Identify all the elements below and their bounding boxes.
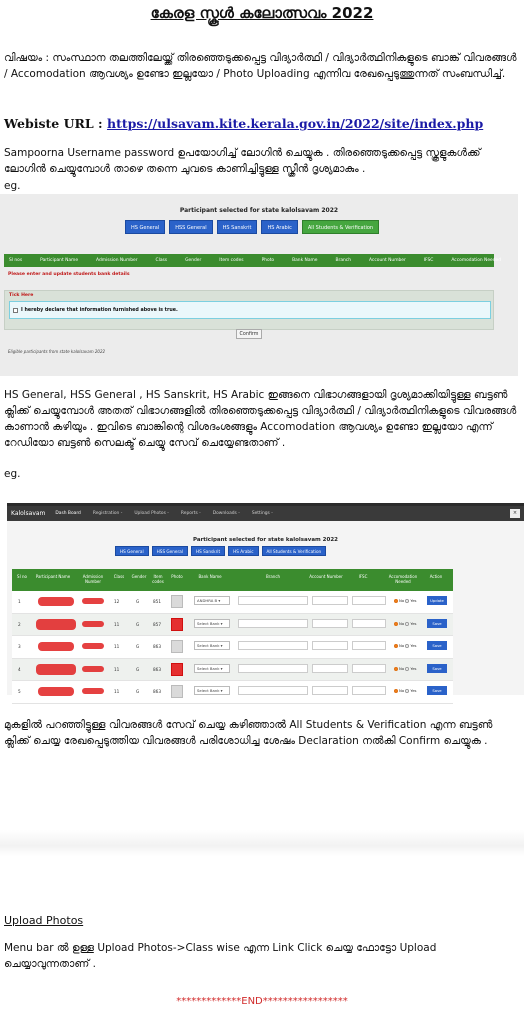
hs-arabic-button[interactable]: HS Arabic <box>228 546 258 556</box>
column-header: Class <box>155 258 168 263</box>
column-header: Participant Name <box>40 258 79 263</box>
declaration-checkbox[interactable] <box>13 308 18 313</box>
declaration-row <box>9 301 491 319</box>
branch-input[interactable] <box>238 664 308 673</box>
column-header: Action <box>429 574 443 579</box>
menu-registration[interactable]: Registration - <box>92 511 123 516</box>
close-icon[interactable]: × <box>510 509 520 518</box>
redacted-admission <box>82 666 104 672</box>
page-title: കേരള സ്കൂൾ കലോത്സവം 2022 <box>150 4 374 22</box>
column-header: Branch <box>265 574 281 579</box>
participants-table <box>12 569 453 704</box>
row-gender: G <box>136 689 140 694</box>
column-header: Accomodation Needed <box>451 258 502 263</box>
branch-input[interactable] <box>238 619 308 628</box>
all-students-verification-button[interactable]: All Students & Verification <box>302 220 379 234</box>
redacted-name <box>36 619 76 630</box>
section-divider <box>0 830 524 856</box>
redacted-name <box>36 664 76 675</box>
redacted-admission <box>82 688 104 694</box>
column-header: Photo <box>171 574 183 579</box>
column-header: Bank Name <box>292 258 318 263</box>
ifsc-input[interactable] <box>352 686 386 695</box>
column-header: Item codes <box>219 258 244 263</box>
branch-input[interactable] <box>238 641 308 650</box>
account-input[interactable] <box>312 619 348 628</box>
save-button[interactable]: Save <box>427 664 447 673</box>
redacted-name <box>38 642 74 651</box>
row-item: 857 <box>153 621 161 627</box>
category-button-row <box>115 546 326 556</box>
save-button[interactable]: Save <box>427 686 447 695</box>
hs-sanskrit-button[interactable]: HS Sanskrit <box>191 546 225 556</box>
row-item: 851 <box>153 599 161 604</box>
ifsc-input[interactable] <box>352 619 386 628</box>
screenshot-participant-selection <box>0 194 518 376</box>
row-class: 11 <box>114 666 120 672</box>
row-sl: 5 <box>18 689 21 694</box>
column-header: Photo <box>261 258 275 263</box>
column-header: Bank Name <box>198 574 222 579</box>
hs-general-button[interactable]: HS General <box>125 220 165 234</box>
column-header: Accomodation Needed <box>388 574 418 584</box>
bank-select[interactable]: Select Bank ▾ <box>194 641 230 650</box>
column-header: Participant Name <box>35 574 71 579</box>
column-header: Gender <box>185 258 202 263</box>
accommodation-radio[interactable]: No Yes <box>394 621 417 626</box>
bank-details-warning: Please enter and update students bank details <box>8 272 130 277</box>
bank-select[interactable]: Select Bank ▾ <box>194 664 230 673</box>
redacted-admission <box>82 598 104 604</box>
column-header: Admission Number <box>96 258 138 263</box>
row-sl: 4 <box>18 666 21 672</box>
update-button[interactable]: Update <box>427 596 447 605</box>
column-header: Class <box>113 574 125 579</box>
ifsc-input[interactable] <box>352 641 386 650</box>
screenshot-title: Participant selected for state kalolsavam 2022 <box>192 537 338 543</box>
bank-select[interactable]: Select Bank ▾ <box>194 686 230 695</box>
upload-photos-instructions: Menu bar ൽ ഉള്ള Upload Photos->Class wise എന്ന Link Click ചെയ്യ ഫോട്ടോ Upload ചെയ്യാവുന്നതാണ് . <box>4 942 437 970</box>
save-button[interactable]: Save <box>427 641 447 650</box>
column-header: IFSC <box>358 574 368 579</box>
row-gender: G <box>136 599 140 604</box>
ifsc-input[interactable] <box>352 596 386 605</box>
example-label: eg. <box>4 180 21 192</box>
table-row <box>12 659 453 682</box>
hs-arabic-button[interactable]: HS Arabic <box>261 220 297 234</box>
column-header: Account Number <box>369 258 406 263</box>
bank-select[interactable]: ANDHRA B ▾ <box>194 596 230 605</box>
ifsc-input[interactable] <box>352 664 386 673</box>
end-marker: *************END***************** <box>176 996 348 1007</box>
screenshot-bank-details-form <box>7 503 524 695</box>
table-header <box>12 569 453 591</box>
subject-paragraph: വിഷയം : സംസ്ഥാന തലത്തിലേയ്ക്ക് തിരഞ്ഞെടുക്കപ്പെട്ട വിദ്യാർത്ഥി / വിദ്യാർത്ഥിനികളുടെ ബാങ്ക് വിവരങ്ങൾ / Accomodation ആവശ്യം ഉണ്ടോ ഇല്ലയോ / Photo Uploading എന്നിവ രേഖപ്പെടുത്തുന്നത് സംബന്ധിച്ച്. <box>4 52 517 80</box>
row-sl: 2 <box>18 621 21 627</box>
branch-input[interactable] <box>238 596 308 605</box>
column-header: Item codes <box>152 574 164 584</box>
account-input[interactable] <box>312 664 348 673</box>
category-instructions: HS General, HSS General , HS Sanskrit, HS Arabic ഇങ്ങനെ വിഭാഗങ്ങളായി ദൃശ്യമാക്കിയിട്ടുള്ള ബട്ടൺ ക്ലിക്ക് ചെയ്യുമ്പോൾ അതത് വിഭാഗങ്ങളിൽ തിരഞ്ഞെടുക്കപ്പെട്ട വിദ്യാർത്ഥി / വിദ്യാർത്ഥിനികളുടെ വിവരങ്ങൾ കാണാൻ കഴിയും . ഇവിടെ ബാങ്കിന്റെ വിശദംശങ്ങളും Accomodation ആവശ്യം ഉണ്ടോ ഇല്ലയോ എന്ന് റേഡിയോ ബട്ടൺ സെലക്ട് ചെയ്യു സേവ് ചെയ്യേണ്ടതാണ് . <box>4 389 517 449</box>
photo-placeholder <box>171 685 183 698</box>
row-gender: G <box>136 666 140 672</box>
participant-table-header <box>4 254 502 267</box>
row-gender: G <box>136 644 140 649</box>
table-row <box>12 636 453 659</box>
screenshot-title: Participant selected for state kalolsavam 2022 <box>179 207 339 214</box>
table-row <box>12 591 453 614</box>
row-class: 11 <box>114 621 120 627</box>
menu-upload-photos[interactable]: Upload Photos - <box>134 511 169 516</box>
column-header: Sl no <box>17 574 27 579</box>
login-instructions: Sampoorna Username password ഉപയോഗിച്ച് ലോഗിൻ ചെയ്യുക . തിരഞ്ഞെടുക്കപ്പെട്ട സ്കൂളുകൾക്ക് ലോഗിൻ ചെയ്യുമ്പോൾ താഴെ തന്നെ ചുവടെ കാണിച്ചിട്ടുള്ള സ്ക്രീൻ ദൃശ്യമാകും . <box>4 147 481 175</box>
upload-photos-heading: Upload Photos <box>4 914 84 927</box>
website-url-line <box>4 116 483 131</box>
photo-redacted <box>171 618 183 631</box>
row-gender: G <box>136 621 140 627</box>
branch-input[interactable] <box>238 686 308 695</box>
menu-settings[interactable]: Settings - <box>251 511 273 516</box>
website-link[interactable]: https://ulsavam.kite.kerala.gov.in/2022/site/index.php <box>106 116 484 131</box>
confirm-button[interactable]: Confirm <box>236 329 262 339</box>
example-label: eg. <box>4 468 21 480</box>
photo-placeholder <box>171 595 183 608</box>
redacted-admission <box>82 621 104 627</box>
redacted-name <box>38 687 74 696</box>
row-class: 11 <box>114 689 120 694</box>
menu-reports[interactable]: Reports - <box>180 511 201 516</box>
menu-downloads[interactable]: Downloads - <box>212 511 240 516</box>
all-students-verification-button[interactable]: All Students & Verification <box>262 546 327 556</box>
website-label: Webiste URL : <box>4 116 103 131</box>
declaration-text: I hereby declare that information furnished above is true. <box>21 307 178 313</box>
column-header: Account Number <box>309 574 343 579</box>
table-row <box>12 681 453 704</box>
declaration-panel <box>4 290 494 330</box>
column-header: Branch <box>335 258 351 263</box>
category-button-row <box>125 220 379 234</box>
column-header: Gender <box>131 574 147 579</box>
hs-sanskrit-button[interactable]: HS Sanskrit <box>217 220 258 234</box>
tick-here-label: Tick Here <box>9 293 34 298</box>
menu-dashboard[interactable]: Dash Board <box>55 511 81 516</box>
eligible-caption: Eligible participants from state kalolsavam 2022 <box>8 349 106 354</box>
row-item: 863 <box>153 689 161 694</box>
bank-select[interactable]: Select Bank ▾ <box>194 619 230 628</box>
hss-general-button[interactable]: HSS General <box>169 220 212 234</box>
row-sl: 3 <box>18 644 21 649</box>
row-class: 12 <box>114 599 120 604</box>
account-input[interactable] <box>312 596 348 605</box>
accommodation-radio[interactable]: No Yes <box>394 666 417 671</box>
verification-instructions: മുകളിൽ പറഞ്ഞിട്ടുള്ള വിവരങ്ങൾ സേവ് ചെയ്യ കഴിഞ്ഞാൽ All Students & Verification എന്ന ബട്ടൺ ക്ലിക്ക് ചെയ്യ രേഖപ്പെടുത്തിയ വിവരങ്ങൾ പരിശോധിച്ച ശേഷം Declaration നൽകി Confirm ചെയ്യുക . <box>4 719 493 747</box>
accommodation-radio[interactable]: No Yes <box>394 643 417 648</box>
column-header: IFSC <box>423 258 434 263</box>
row-item: 863 <box>153 644 161 649</box>
table-row <box>12 614 453 637</box>
accommodation-radio[interactable]: No Yes <box>394 598 417 603</box>
row-sl: 1 <box>18 599 21 604</box>
account-input[interactable] <box>312 641 348 650</box>
column-header: Admission Number <box>82 574 104 584</box>
account-input[interactable] <box>312 686 348 695</box>
hss-general-button[interactable]: HSS General <box>152 546 188 556</box>
hs-general-button[interactable]: HS General <box>115 546 149 556</box>
photo-redacted <box>171 663 183 676</box>
row-class: 11 <box>114 644 120 649</box>
app-menu-bar <box>7 506 524 521</box>
column-header: Sl nos <box>9 258 23 263</box>
accommodation-radio[interactable]: No Yes <box>394 688 417 693</box>
redacted-name <box>38 597 74 606</box>
photo-placeholder <box>171 640 183 653</box>
app-brand: Kalolsavam <box>11 510 46 517</box>
redacted-admission <box>82 643 104 649</box>
save-button[interactable]: Save <box>427 619 447 628</box>
row-item: 863 <box>153 666 161 672</box>
